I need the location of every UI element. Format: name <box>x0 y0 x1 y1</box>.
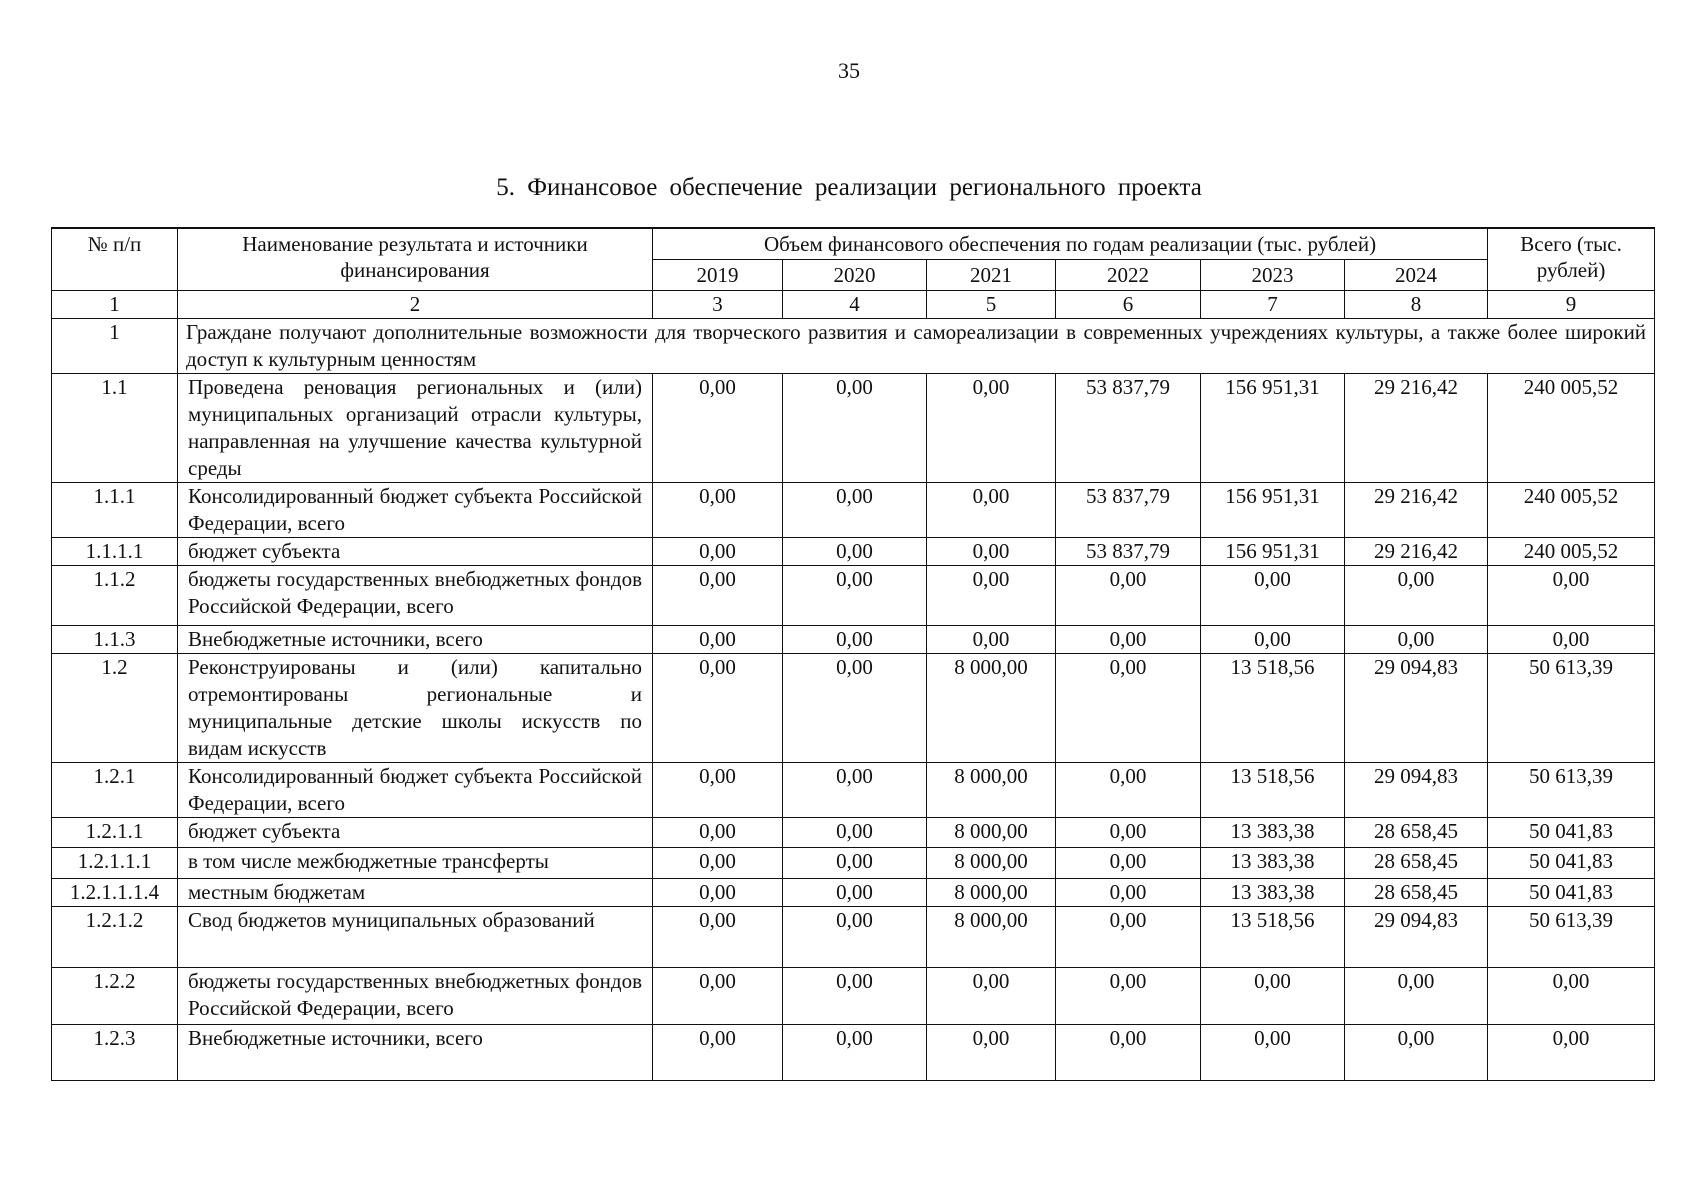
table-header <box>52 228 1655 291</box>
row-value: 28 658,45 <box>1345 879 1488 907</box>
row-value: 0,00 <box>1345 1025 1488 1081</box>
row-total: 50 041,83 <box>1488 818 1655 848</box>
row-value: 8 000,00 <box>927 818 1056 848</box>
row-value: 29 094,83 <box>1345 763 1488 818</box>
row-value: 0,00 <box>783 654 927 763</box>
row-value: 0,00 <box>1056 626 1201 654</box>
row-value: 29 216,42 <box>1345 538 1488 566</box>
row-total: 50 041,83 <box>1488 879 1655 907</box>
row-value: 0,00 <box>1201 626 1345 654</box>
row-total: 50 613,39 <box>1488 907 1655 968</box>
financing-table <box>51 227 1655 1081</box>
row-value: 0,00 <box>653 848 783 879</box>
row-total: 240 005,52 <box>1488 374 1655 483</box>
row-value: 13 518,56 <box>1201 654 1345 763</box>
row-name: Консолидированный бюджет субъекта Российской Федерации, всего <box>178 763 653 818</box>
section-title: 5. Финансовое обеспечение реализации регионального проекта <box>496 174 1202 201</box>
row-number: 1.1 <box>52 374 178 483</box>
header-num: № п/п <box>52 228 178 291</box>
row-value: 0,00 <box>783 374 927 483</box>
row-value: 0,00 <box>653 1025 783 1081</box>
row-value: 0,00 <box>653 818 783 848</box>
row-value: 13 383,38 <box>1201 848 1345 879</box>
header-volume: Объем финансового обеспечения по годам реализации (тыс. рублей) <box>653 228 1488 260</box>
row-value: 29 094,83 <box>1345 654 1488 763</box>
table-row <box>52 626 1655 654</box>
row-value: 29 216,42 <box>1345 483 1488 538</box>
row-value: 28 658,45 <box>1345 848 1488 879</box>
row-value: 0,00 <box>1056 654 1201 763</box>
row-total: 50 041,83 <box>1488 848 1655 879</box>
row-value: 0,00 <box>783 483 927 538</box>
row-name: бюджет субъекта <box>178 538 653 566</box>
row-value: 0,00 <box>1056 566 1201 626</box>
row-value: 0,00 <box>653 879 783 907</box>
row-value: 0,00 <box>653 968 783 1025</box>
row-name: в том числе межбюджетные трансферты <box>178 848 653 879</box>
row-number: 1.2.3 <box>52 1025 178 1081</box>
row-total: 50 613,39 <box>1488 763 1655 818</box>
row-value: 13 518,56 <box>1201 763 1345 818</box>
row-value: 0,00 <box>653 654 783 763</box>
row-value: 0,00 <box>927 483 1056 538</box>
header-year: 2019 <box>653 260 783 291</box>
row-name: Внебюджетные источники, всего <box>178 626 653 654</box>
header-year: 2021 <box>927 260 1056 291</box>
row-total: 240 005,52 <box>1488 483 1655 538</box>
row-value: 53 837,79 <box>1056 374 1201 483</box>
row-value: 0,00 <box>783 848 927 879</box>
header-year: 2022 <box>1056 260 1201 291</box>
row-value: 0,00 <box>1056 879 1201 907</box>
row-name: бюджеты государственных внебюджетных фондов Российской Федерации, всего <box>178 566 653 626</box>
column-number: 5 <box>927 291 1056 319</box>
row-value: 0,00 <box>653 538 783 566</box>
column-number: 4 <box>783 291 927 319</box>
row-number: 1.1.2 <box>52 566 178 626</box>
row-total: 0,00 <box>1488 968 1655 1025</box>
row-value: 13 383,38 <box>1201 818 1345 848</box>
table-row <box>52 566 1655 626</box>
table-row <box>52 818 1655 848</box>
row-value: 8 000,00 <box>927 879 1056 907</box>
row-name: Консолидированный бюджет субъекта Российской Федерации, всего <box>178 483 653 538</box>
column-number: 2 <box>178 291 653 319</box>
row-value: 0,00 <box>783 907 927 968</box>
row-value: 8 000,00 <box>927 907 1056 968</box>
row-value: 0,00 <box>927 1025 1056 1081</box>
row-number: 1.1.1 <box>52 483 178 538</box>
row-value: 0,00 <box>1056 1025 1201 1081</box>
row-number: 1.2.2 <box>52 968 178 1025</box>
row-value: 0,00 <box>1201 566 1345 626</box>
row-number: 1 <box>52 319 178 374</box>
row-value: 8 000,00 <box>927 654 1056 763</box>
row-value: 0,00 <box>783 968 927 1025</box>
row-name: Проведена реновация региональных и (или) муниципальных организаций отрасли культуры, направленная на улучшение качества культурной среды <box>178 374 653 483</box>
row-value: 0,00 <box>653 566 783 626</box>
row-value: 0,00 <box>927 374 1056 483</box>
row-value: 0,00 <box>653 483 783 538</box>
row-value: 0,00 <box>1056 907 1201 968</box>
column-number: 1 <box>52 291 178 319</box>
column-number: 3 <box>653 291 783 319</box>
table-row <box>52 483 1655 538</box>
row-total: 0,00 <box>1488 1025 1655 1081</box>
row-value: 0,00 <box>1056 763 1201 818</box>
row-value: 0,00 <box>653 626 783 654</box>
table-row <box>52 763 1655 818</box>
row-number: 1.2.1 <box>52 763 178 818</box>
row-value: 13 518,56 <box>1201 907 1345 968</box>
row-value: 0,00 <box>653 763 783 818</box>
row-value: 0,00 <box>783 1025 927 1081</box>
row-value: 8 000,00 <box>927 763 1056 818</box>
row-name: Внебюджетные источники, всего <box>178 1025 653 1081</box>
row-value: 0,00 <box>1056 968 1201 1025</box>
row-number: 1.2 <box>52 654 178 763</box>
row-value: 28 658,45 <box>1345 818 1488 848</box>
table-row <box>52 1025 1655 1081</box>
row-total: 240 005,52 <box>1488 538 1655 566</box>
row-total: 50 613,39 <box>1488 654 1655 763</box>
header-total: Всего (тыс. рублей) <box>1488 228 1655 291</box>
column-number: 9 <box>1488 291 1655 319</box>
row-number: 1.2.1.1.1 <box>52 848 178 879</box>
row-value: 53 837,79 <box>1056 538 1201 566</box>
row-number: 1.1.1.1 <box>52 538 178 566</box>
row-value: 0,00 <box>1345 626 1488 654</box>
header-year: 2024 <box>1345 260 1488 291</box>
row-total: 0,00 <box>1488 626 1655 654</box>
row-value: 0,00 <box>783 763 927 818</box>
row-value: 0,00 <box>927 968 1056 1025</box>
goal-row <box>52 319 1655 374</box>
row-number: 1.2.1.1 <box>52 818 178 848</box>
table-row <box>52 879 1655 907</box>
row-value: 0,00 <box>783 818 927 848</box>
row-value: 0,00 <box>927 566 1056 626</box>
row-value: 0,00 <box>1201 968 1345 1025</box>
row-value: 0,00 <box>1345 968 1488 1025</box>
row-value: 29 216,42 <box>1345 374 1488 483</box>
row-total: 0,00 <box>1488 566 1655 626</box>
table-row <box>52 538 1655 566</box>
row-value: 0,00 <box>653 907 783 968</box>
row-value: 0,00 <box>1201 1025 1345 1081</box>
row-value: 53 837,79 <box>1056 483 1201 538</box>
row-name: Свод бюджетов муниципальных образований <box>178 907 653 968</box>
row-value: 0,00 <box>783 626 927 654</box>
row-name: бюджеты государственных внебюджетных фондов Российской Федерации, всего <box>178 968 653 1025</box>
row-value: 0,00 <box>783 879 927 907</box>
row-value: 13 383,38 <box>1201 879 1345 907</box>
header-name: Наименование результата и источники финансирования <box>178 228 653 291</box>
row-name: бюджет субъекта <box>178 818 653 848</box>
row-value: 0,00 <box>1345 566 1488 626</box>
row-value: 0,00 <box>783 566 927 626</box>
table-row <box>52 968 1655 1025</box>
row-value: 156 951,31 <box>1201 483 1345 538</box>
column-number-row <box>52 291 1655 319</box>
row-value: 0,00 <box>927 538 1056 566</box>
row-value: 156 951,31 <box>1201 538 1345 566</box>
row-value: 0,00 <box>927 626 1056 654</box>
table-row <box>52 654 1655 763</box>
row-value: 8 000,00 <box>927 848 1056 879</box>
row-name: местным бюджетам <box>178 879 653 907</box>
row-value: 0,00 <box>653 374 783 483</box>
header-year: 2020 <box>783 260 927 291</box>
table-row <box>52 907 1655 968</box>
row-value: 29 094,83 <box>1345 907 1488 968</box>
table-row <box>52 374 1655 483</box>
page-number: 35 <box>838 58 860 83</box>
goal-text: Граждане получают дополнительные возможности для творческого развития и самореализации в современных учреждениях культуры, а также более широкий доступ к культурным ценностям <box>178 319 1655 374</box>
column-number: 8 <box>1345 291 1488 319</box>
row-name: Реконструированы и (или) капитально отремонтированы региональные и муниципальные детские школы искусств по видам искусств <box>178 654 653 763</box>
row-number: 1.1.3 <box>52 626 178 654</box>
table-body <box>52 291 1655 1081</box>
header-year: 2023 <box>1201 260 1345 291</box>
row-number: 1.2.1.2 <box>52 907 178 968</box>
column-number: 7 <box>1201 291 1345 319</box>
row-value: 0,00 <box>783 538 927 566</box>
row-number: 1.2.1.1.1.4 <box>52 879 178 907</box>
row-value: 0,00 <box>1056 818 1201 848</box>
row-value: 156 951,31 <box>1201 374 1345 483</box>
row-value: 0,00 <box>1056 848 1201 879</box>
column-number: 6 <box>1056 291 1201 319</box>
table-row <box>52 848 1655 879</box>
